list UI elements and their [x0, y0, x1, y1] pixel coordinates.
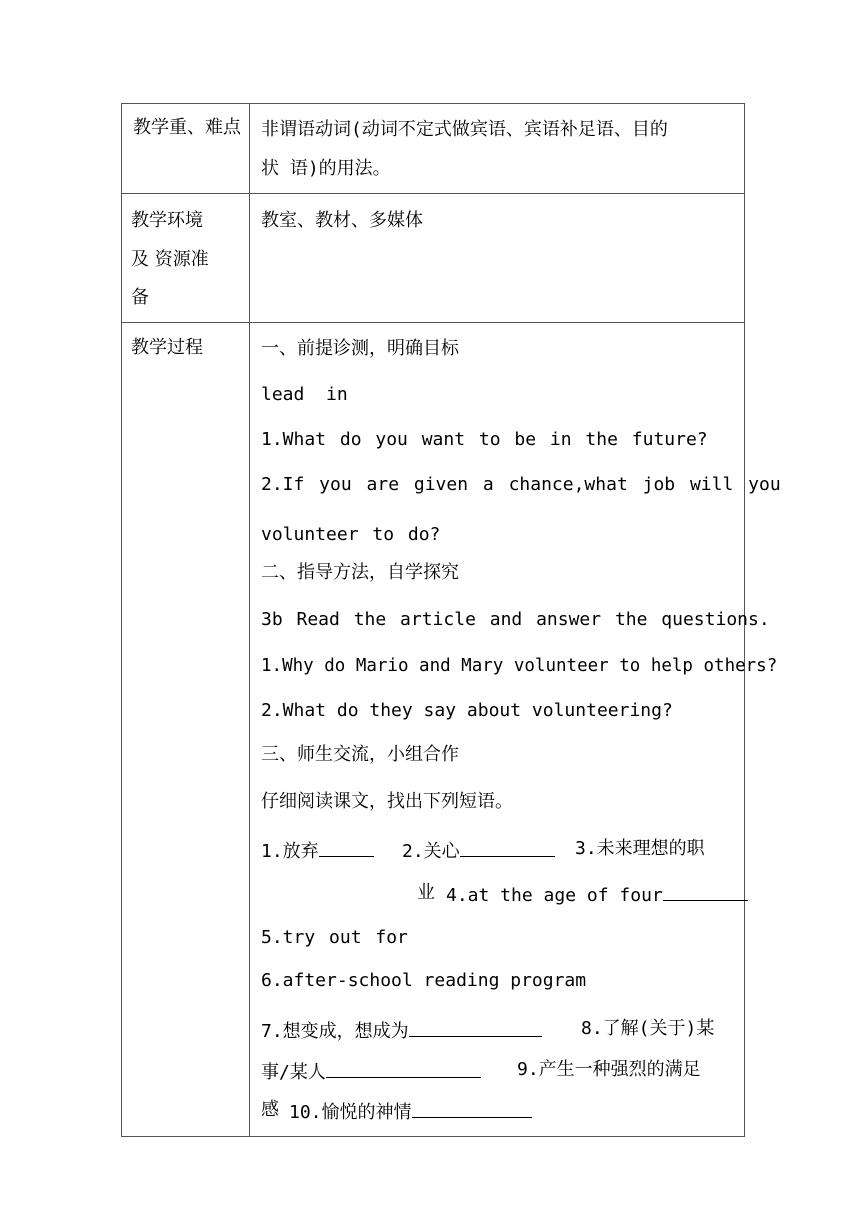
- lead-in-text: lead in: [261, 384, 348, 405]
- phrase-item-8-line-2: 事/某人: [261, 1061, 481, 1082]
- environment-label-line-1: 教学环境: [131, 210, 203, 231]
- environment-label-line-3: 备: [131, 287, 149, 308]
- phrase-item-7: 7.想变成，想成为: [261, 1020, 542, 1041]
- answer-blank: [319, 840, 374, 857]
- section3-instruction: 仔细阅读课文，找出下列短语。: [261, 791, 513, 812]
- section1-question-2-line-2: volunteer to do?: [261, 524, 441, 545]
- focus-line-1: 非谓语动词(动词不定式做宾语、宾语补足语、目的: [261, 119, 668, 140]
- answer-blank: [409, 1020, 542, 1037]
- phrase-item-3-line-2: 业: [417, 882, 435, 903]
- environment-label-line-2: 及 资源准: [131, 249, 209, 270]
- section2-question-2: 2.What do they say about volunteering?: [261, 700, 673, 721]
- answer-blank: [412, 1101, 532, 1118]
- focus-label: 教学重、难点: [133, 117, 241, 138]
- phrase-item-8-line-1: 8.了解(关于)某: [581, 1018, 715, 1039]
- phrase-item-2: 2.关心: [402, 840, 555, 861]
- focus-line-2: 状 语)的用法。: [261, 158, 391, 179]
- section1-question-2-line-1: 2.If you are given a chance,what job will you: [261, 474, 781, 495]
- phrase-item-10: 10.愉悦的神情: [289, 1101, 532, 1122]
- row-divider-2: [121, 322, 745, 323]
- phrase-item-1: 1.放弃: [261, 840, 374, 861]
- phrase-item-3-line-1: 3.未来理想的职: [575, 838, 705, 859]
- section1-question-1: 1.What do you want to be in the future?: [261, 429, 708, 450]
- answer-blank: [460, 840, 555, 857]
- answer-blank: [663, 884, 748, 901]
- phrase-item-9: 9.产生一种强烈的满足: [517, 1059, 701, 1080]
- phrase-item-6: 6.after-school reading program: [261, 970, 587, 991]
- row-divider-1: [121, 193, 745, 194]
- phrase-item-4: 4.at the age of four: [446, 884, 748, 905]
- section2-question-1: 1.Why do Mario and Mary volunteer to help others?: [261, 656, 778, 676]
- section1-heading: 一、前提诊测，明确目标: [261, 338, 459, 359]
- process-label: 教学过程: [131, 337, 203, 358]
- section2-task: 3b Read the article and answer the questions.: [261, 609, 770, 630]
- environment-content: 教室、教材、多媒体: [261, 210, 423, 231]
- phrase-item-9-end: 感: [261, 1099, 279, 1120]
- answer-blank: [326, 1061, 481, 1078]
- section3-heading: 三、师生交流，小组合作: [261, 744, 459, 765]
- section2-heading: 二、指导方法，自学探究: [261, 562, 459, 583]
- phrase-item-5: 5.try out for: [261, 927, 408, 948]
- column-divider: [249, 103, 250, 1137]
